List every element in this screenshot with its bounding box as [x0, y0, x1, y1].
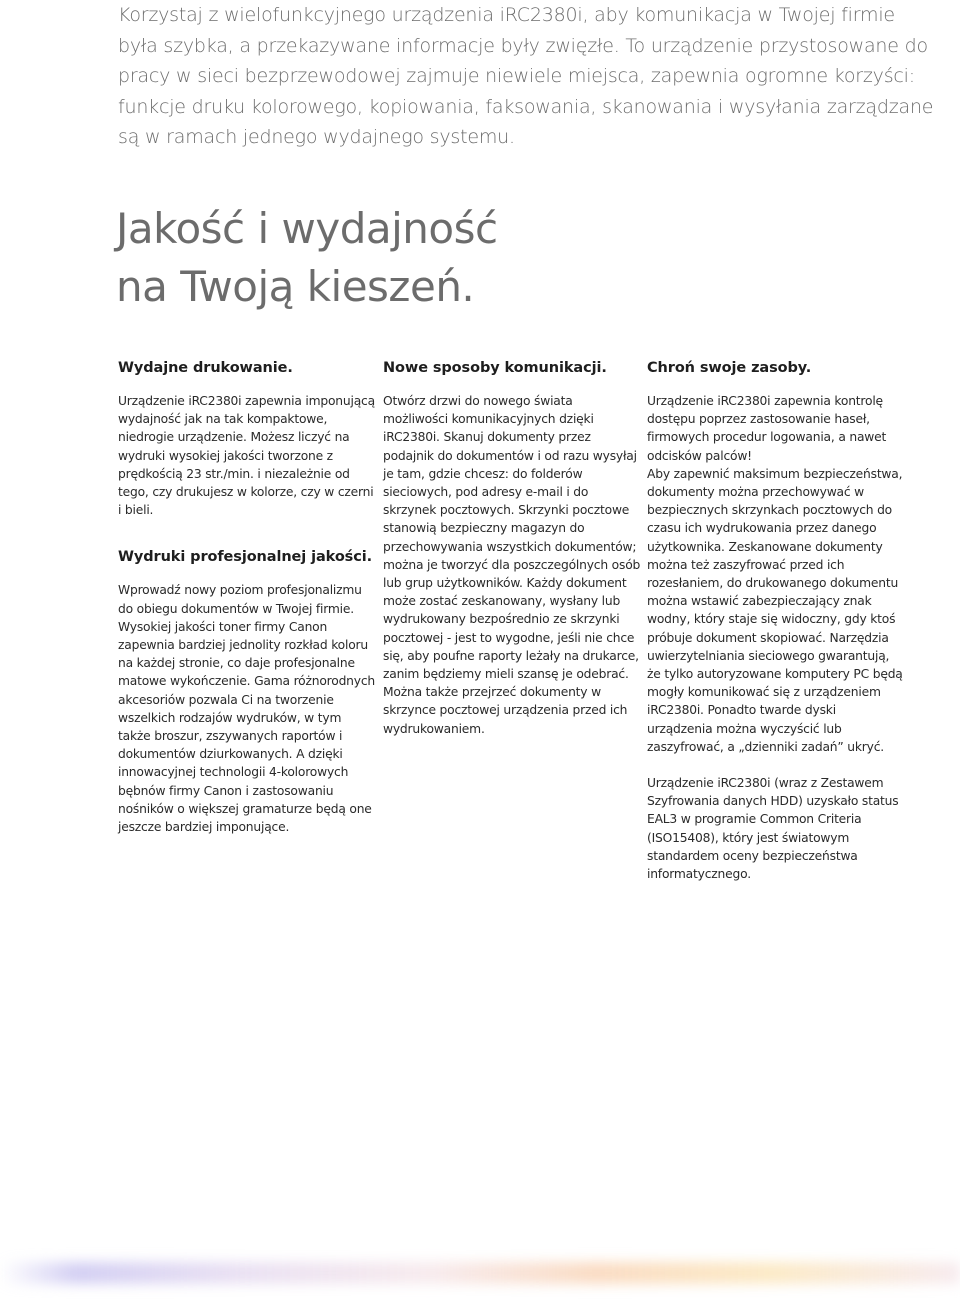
heading-communication: Nowe sposoby komunikacji. — [383, 360, 607, 376]
headline — [116, 200, 498, 316]
paragraph-communication: Otwórz drzwi do nowego świata możliwości komunikacyjnych dzięki iRC2380i. Skanuj dokumenty przez podajnik do dokumentów i od razu wysyłaj je tam, gdzie chcesz: do folderów sieciowych, pod adresy e-mail i do skrzynek pocztowych. Skrzynki pocztowe stanowią bezpieczny magazyn do przechowywania wszystkich dokumentów; można je tworzyć dla poszczególnych osób lub grup użytkowników. Każdy dokument może zostać zeskanowany, wysłany lub wydrukowany bezpośrednio ze skrzynki pocztowej - jest to wygodne, jeśli nie chce się, aby poufne raporty leżały na drukarce, zanim będziemy mieli szansę je odebrać. Można także przejrzeć dokumenty w skrzynce pocztowej urządzenia przed ich wydrukowaniem. — [383, 394, 641, 736]
paragraph-security-1: Urządzenie iRC2380i zapewnia kontrolę dostępu poprzez zastosowanie haseł, firmowych procedur logowania, a nawet odcisków palców! — [647, 394, 887, 463]
headline-line-1: Jakość i wydajność — [116, 204, 498, 253]
column-printing — [118, 358, 376, 836]
heading-professional-quality: Wydruki profesjonalnej jakości. — [118, 549, 372, 566]
column-communication — [383, 358, 641, 738]
paragraph-security-2: Aby zapewnić maksimum bezpieczeństwa, dokumenty można przechowywać w bezpiecznych skrzynkach pocztowych do czasu ich wydrukowania przez danego użytkownika. Zeskanowane dokumenty można też zaszyfrować przed ich rozesłaniem, do drukowanego dokumentu można wstawić zabezpieczający znak wodny, który staje się widoczny, gdy ktoś próbuje dokument skopiować. Narzędzia uwierzytelniania sieciowego gwarantują, że tylko autoryzowane komputery PC będą mogły komunikować się z urządzeniem iRC2380i. Ponadto twarde dyski urządzenia można wyczyścić lub zaszyfrować, a „dzienniki zadań” ukryć. — [647, 466, 903, 754]
paragraph-professional-quality: Wprowadź nowy poziom profesjonalizmu do obiegu dokumentów w Twojej firmie. Wysokiej jakości toner firmy Canon zapewnia bardziej jednolity rozkład koloru na każdej stronie, co daje profesjonalne matowe wykończenie. Gama różnorodnych akcesoriów pozwala Ci na tworzenie wszelkich rodzajów wydruków, w tym także broszur, zszywanych raportów i dokumentów dziurkowanych. A dzięki innowacyjnej technologii 4-kolorowych bębnów firmy Canon i zastosowaniu nośników o większej gramaturze będą one jeszcze bardziej imponujące. — [118, 583, 376, 835]
intro-paragraph: Korzystaj z wielofunkcyjnego urządzenia iRC2380i, aby komunikacja w Twojej firmie była szybka, a przekazywane informacje były zwięzłe. To urządzenie przystosowane do pracy w sieci bezprzewodowej zajmuje niewiele miejsca, zapewnia ogromne korzyści: funkcje druku kolorowego, kopiowania, faksowania, skanowania i wysyłania zarządzane są w ramach jednego wydajnego systemu. — [118, 4, 934, 148]
decorative-gradient-band — [0, 1262, 960, 1284]
headline-line-2: na Twoją kieszeń. — [116, 262, 475, 311]
paragraph-efficient-printing: Urządzenie iRC2380i zapewnia imponującą wydajność jak na tak kompaktowe, niedrogie urządzenie. Możesz liczyć na wydruki wysokiej jakości tworzone z prędkością 23 str./min. i niezależnie od tego, czy drukujesz w kolorze, czy w czerni i bieli. — [118, 394, 375, 518]
heading-efficient-printing: Wydajne drukowanie. — [118, 360, 293, 376]
heading-security: Chroń swoje zasoby. — [647, 360, 812, 376]
paragraph-security-3: Urządzenie iRC2380i (wraz z Zestawem Szyfrowania danych HDD) uzyskało status EAL3 w programie Common Criteria (ISO15408), który jest światowym standardem oceny bezpieczeństwa informatycznego. — [647, 776, 899, 882]
column-security — [647, 358, 905, 883]
